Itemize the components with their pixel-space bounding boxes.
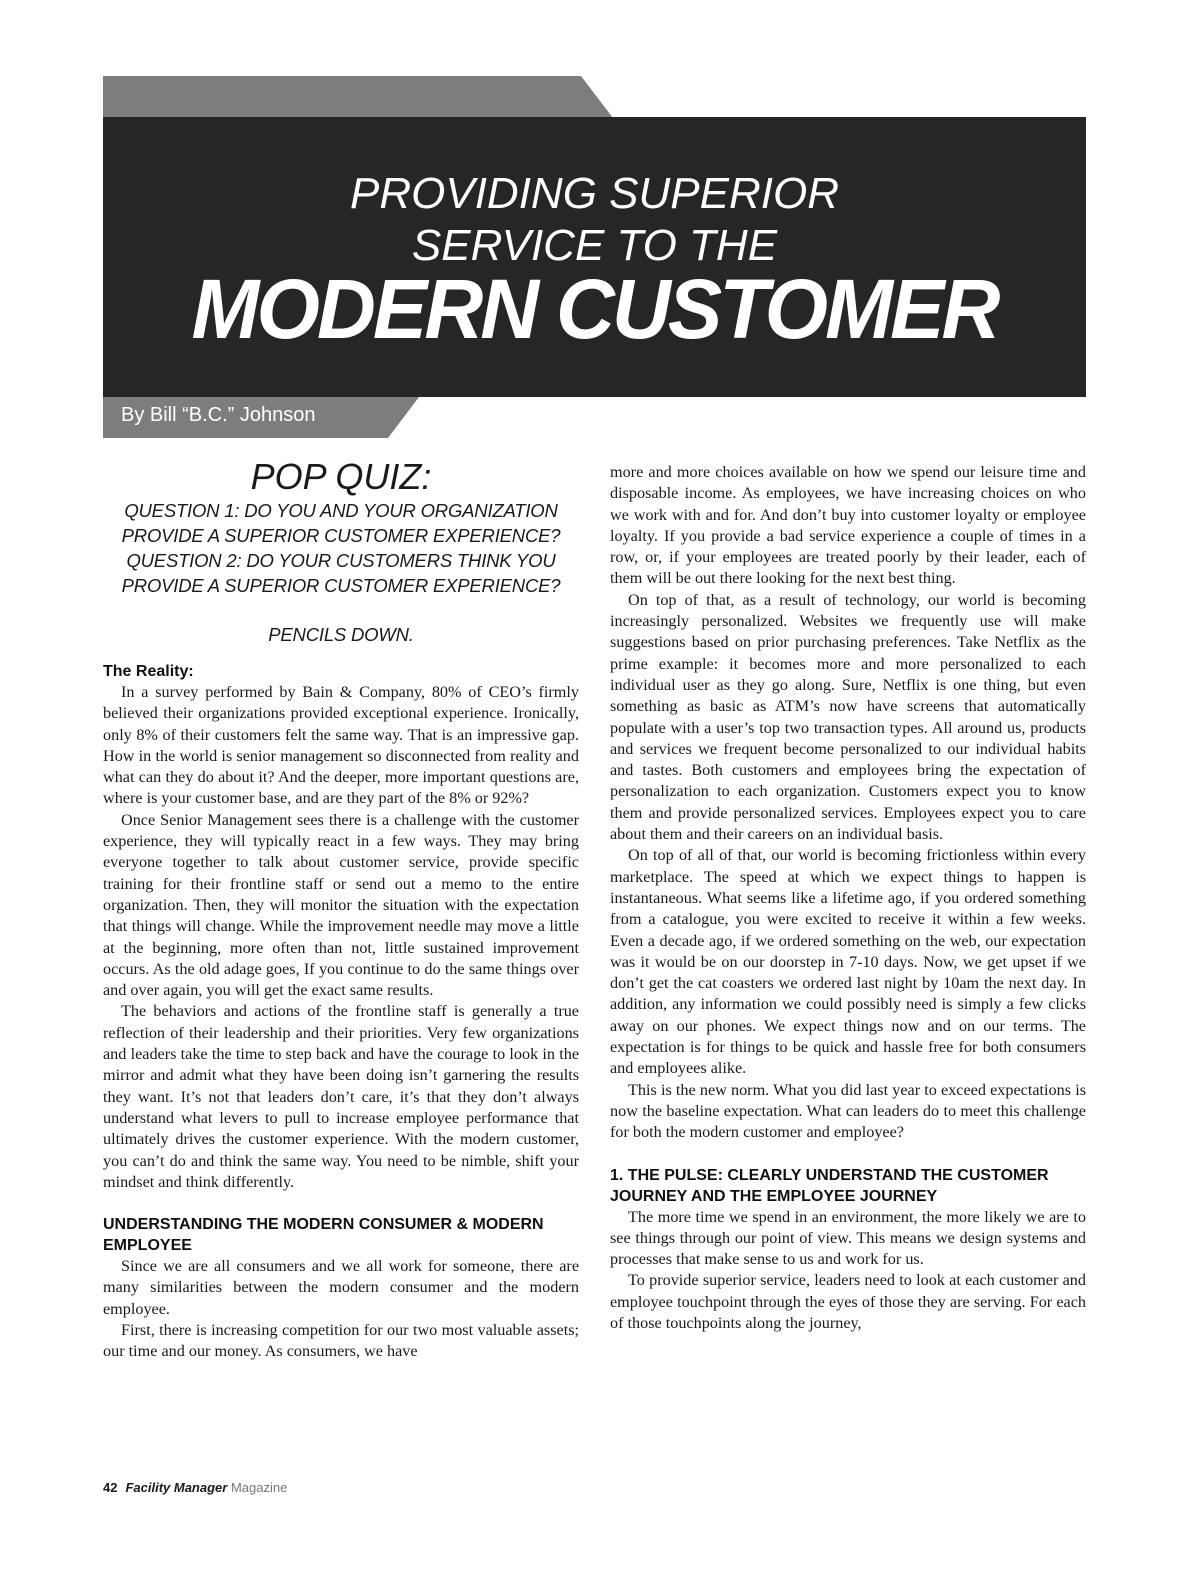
body-paragraph: To provide superior service, leaders need to look at each customer and employee touchpoint through the eyes of those they are serving. For each of those touchpoints along the journey, — [610, 1271, 1086, 1332]
page-number: 42 — [103, 1480, 118, 1495]
body-paragraph: First, there is increasing competition for our two most valuable assets; our time and our money. As consumers, we have — [103, 1321, 579, 1361]
title-line-2: SERVICE TO THE — [411, 221, 778, 270]
byline: By Bill “B.C.” Johnson — [121, 404, 316, 426]
section-heading-the-pulse: 1. THE PULSE: CLEARLY UNDERSTAND THE CUSTOMER JOURNEY AND THE EMPLOYEE JOURNEY — [610, 1166, 1049, 1205]
quiz-pencils-down: PENCILS DOWN. — [268, 624, 414, 645]
quiz-line: PROVIDE A SUPERIOR CUSTOMER EXPERIENCE? — [121, 575, 561, 596]
body-paragraph: more and more choices available on how we spend our leisure time and disposable income. As employees, we have increasing choices on who we work with and for. And don’t buy into customer loyalty or employee loyalty. If you provide a bad service experience a couple of times in a row, or, if your employees are treated poorly by their leader, each of them will be out there looking for the next best thing. — [610, 463, 1086, 588]
quiz-title: POP QUIZ: — [250, 456, 432, 497]
body-paragraph: In a survey performed by Bain & Company, 80% of CEO’s firmly believed their organizations provided exceptional experience. Ironically, only 8% of their customers felt the same way. That is an impressive gap. How in the world is senior management so disconnected from reality and what can they do about it? And the deeper, more important questions are, where is your customer base, and are they part of the 8% or 92%? — [103, 683, 579, 808]
quiz-line: QUESTION 1: DO YOU AND YOUR ORGANIZATION — [124, 500, 558, 521]
header-accent-tab — [103, 76, 613, 118]
title-line-3: MODERN CUSTOMER — [191, 262, 998, 356]
body-paragraph: Since we are all consumers and we all work for someone, there are many similarities between the modern consumer and the modern employee. — [103, 1257, 579, 1318]
quiz-line: PROVIDE A SUPERIOR CUSTOMER EXPERIENCE? — [121, 525, 561, 546]
section-heading-modern-consumer: UNDERSTANDING THE MODERN CONSUMER & MODERN EMPLOYEE — [103, 1216, 544, 1255]
body-paragraph: This is the new norm. What you did last year to exceed expectations is now the baseline expectation. What can leaders do to meet this challenge for both the modern customer and employee? — [610, 1080, 1086, 1142]
body-paragraph: On top of all of that, our world is becoming frictionless within every marketplace. The speed at which we expect things to happen is instantaneous. What seems like a lifetime ago, if you ordered something from a catalogue, you were excited to receive it within a few weeks. Even a decade ago, if we ordered something on the web, our expectation was it would be on our doorstep in 7-10 days. Now, we get upset if we don’t get the cat coasters we ordered last night by 10am the next day. In addition, any information we could possibly need is simply a few clicks away on our phones. We expect things now and on our terms. The expectation is for things to be quick and hassle free for both consumers and employees alike. — [610, 846, 1086, 1078]
section-heading-reality: The Reality: — [103, 663, 194, 680]
left-column — [103, 456, 579, 1363]
magazine-name: Facility Manager — [125, 1480, 228, 1495]
body-paragraph: The more time we spend in an environment, the more likely we are to see things through our point of view. This means we design systems and processes that make sense to us and work for us. — [610, 1207, 1086, 1269]
body-paragraph: The behaviors and actions of the frontline staff is generally a true reflection of their leadership and their priorities. Very few organizations and leaders take the time to step back and have the courage to look in the mirror and admit what they have been doing isn’t garnering the results they want. It’s not that leaders don’t care, it’s that they don’t always understand what levers to pull to increase employee performance that ultimately drives the customer experience. With the modern customer, you can’t do and think the same way. You need to be nimble, shift your mindset and think differently. — [103, 1002, 579, 1191]
magazine-label: Magazine — [230, 1480, 288, 1495]
quiz-line: QUESTION 2: DO YOUR CUSTOMERS THINK YOU — [126, 550, 556, 571]
title-banner — [103, 117, 1086, 397]
body-paragraph: On top of that, as a result of technology, our world is becoming increasingly personalized. Websites we frequently use will make suggestions based on prior purchasing preferences. Take Netflix as the prime example: it becomes more and more personalized to each individual user as they go along. Sure, Netflix is one thing, but even something as basic as ATM’s now have screens that automatically populate with a user’s top two transaction types. All around us, products and services we frequent become personalized to our individual habits and tastes. Both customers and employees bring the expectation of personalization to each organization. Customers expect you to know them and provide personalized services. Employees expect you to care about them and their careers on an individual basis. — [610, 590, 1086, 844]
right-column — [610, 462, 1086, 1334]
page-footer — [103, 1480, 287, 1495]
body-paragraph: Once Senior Management sees there is a challenge with the customer experience, they will typically react in a few ways. They may bring everyone together to talk about customer service, provide specific training for their frontline staff or send out a memo to the entire organization. Then, they will monitor the situation with the expectation that things will change. While the improvement needle may move a little at the beginning, more often than not, little sustained improvement occurs. As the old adage goes, If you continue to do the same things over and over again, you will get the exact same results. — [103, 810, 579, 1000]
title-line-1: PROVIDING SUPERIOR — [350, 169, 839, 218]
